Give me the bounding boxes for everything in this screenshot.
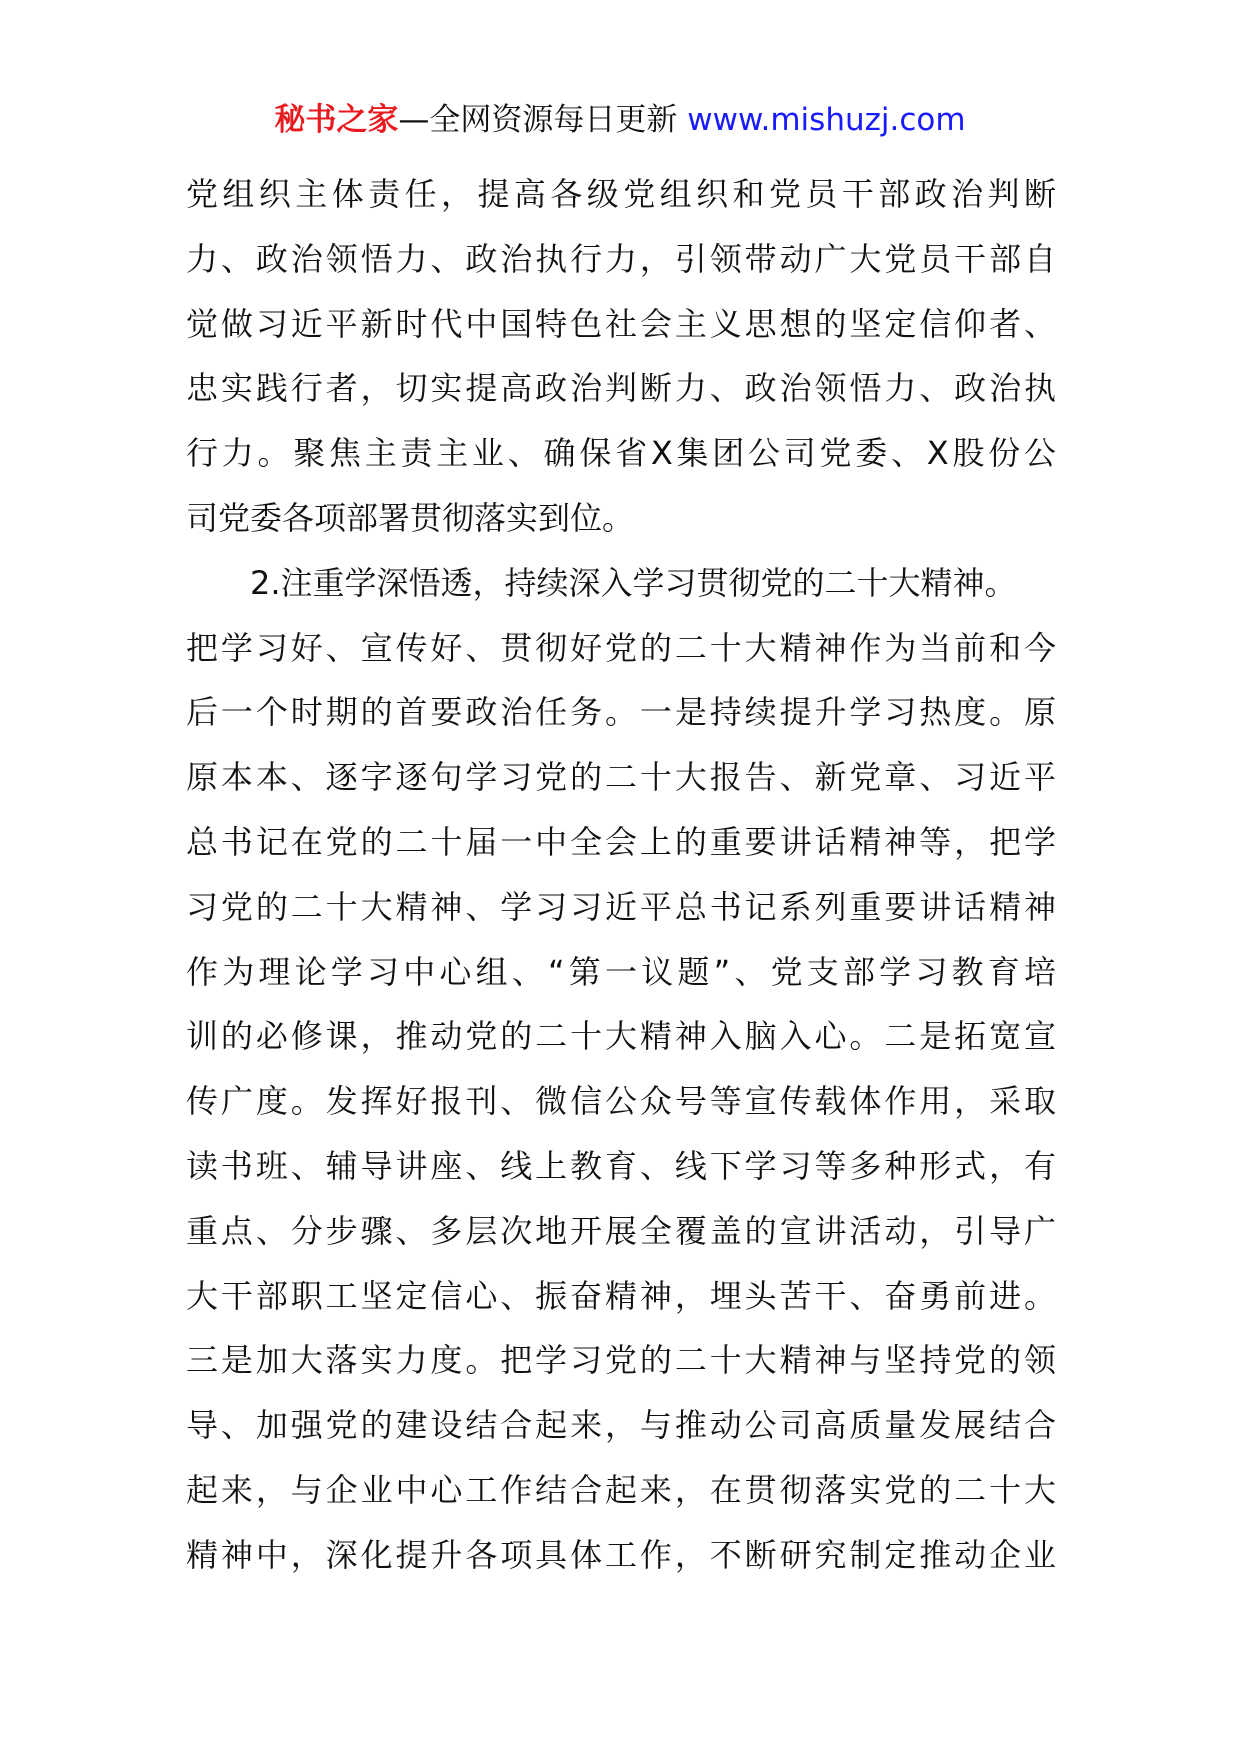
paragraph-1: [186, 162, 1056, 551]
text-line: 大干部职工坚定信心、振奋精神，埋头苦干、奋勇前进。: [186, 1276, 1056, 1315]
text-line: 总书记在党的二十届一中全会上的重要讲话精神等，把学: [186, 822, 1056, 861]
text-line: 精神中，深化提升各项具体工作，不断研究制定推动企业: [186, 1535, 1056, 1574]
text-line: 读书班、辅导讲座、线上教育、线下学习等多种形式，有: [186, 1146, 1056, 1185]
paragraph-2: [186, 551, 1056, 1588]
text-line: 起来，与企业中心工作结合起来，在贯彻落实党的二十大: [186, 1470, 1056, 1509]
text-line: 司党委各项部署贯彻落实到位。: [186, 498, 635, 537]
text-line: 重点、分步骤、多层次地开展全覆盖的宣讲活动，引导广: [186, 1211, 1056, 1250]
text-line: 把学习好、宣传好、贯彻好党的二十大精神作为当前和今: [186, 628, 1056, 667]
text-line: 训的必修课，推动党的二十大精神入脑入心。二是拓宽宣: [186, 1017, 1056, 1056]
text-line: 传广度。发挥好报刊、微信公众号等宣传载体作用，采取: [186, 1082, 1056, 1121]
document-body: [186, 162, 1056, 1588]
page-header: [0, 100, 1240, 140]
text-line: 行力。聚焦主责主业、确保省X集团公司党委、X股份公: [186, 434, 1056, 473]
brand-name: 秘书之家: [274, 102, 399, 138]
text-line: 作为理论学习中心组、“第一议题”、党支部学习教育培: [186, 952, 1056, 991]
text-line: 导、加强党的建设结合起来，与推动公司高质量发展结合: [186, 1406, 1056, 1445]
text-line: 后一个时期的首要政治任务。一是持续提升学习热度。原: [186, 693, 1056, 732]
site-url: www.mishuzj.com: [687, 102, 966, 138]
text-line: 习党的二十大精神、学习习近平总书记系列重要讲话精神: [186, 887, 1056, 926]
section-heading-line: 2.注重学深悟透，持续深入学习贯彻党的二十大精神。: [250, 563, 1017, 602]
header-slogan: —全网资源每日更新: [398, 102, 678, 138]
text-line: 原本本、逐字逐句学习党的二十大报告、新党章、习近平: [186, 758, 1056, 797]
text-line: 觉做习近平新时代中国特色社会主义思想的坚定信仰者、: [186, 304, 1056, 343]
text-line: 力、政治领悟力、政治执行力，引领带动广大党员干部自: [186, 239, 1056, 278]
text-line: 三是加大落实力度。把学习党的二十大精神与坚持党的领: [186, 1341, 1056, 1380]
text-line: 党组织主体责任，提高各级党组织和党员干部政治判断: [186, 175, 1056, 213]
text-line: 忠实践行者，切实提高政治判断力、政治领悟力、政治执: [186, 369, 1056, 408]
